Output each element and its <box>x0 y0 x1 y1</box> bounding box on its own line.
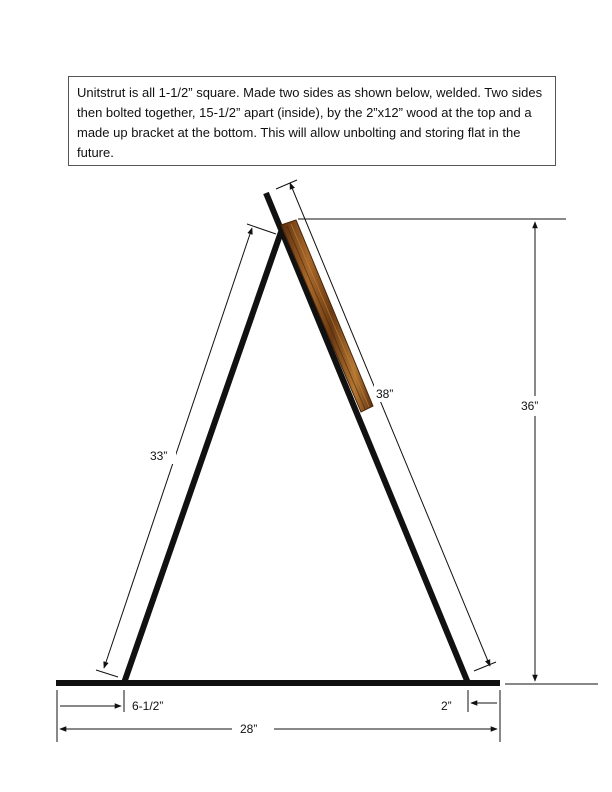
height-label: 36” <box>521 399 539 413</box>
right-leg-strut <box>266 193 468 683</box>
description-note: Unitstrut is all 1-1/2” square. Made two sides as shown below, welded. Two sides then bolted together, 15-1/2” apart (inside), by the 2”x12” wood at the top and a made up bracket at the bottom. This will allow unbolting and storing flat in the future. <box>68 76 556 166</box>
right-leg-dimension-line <box>290 183 490 666</box>
extension-line <box>474 662 496 671</box>
right-leg-label: 38” <box>376 387 394 401</box>
left-leg-strut <box>124 232 281 683</box>
base-total-label: 28” <box>240 722 258 736</box>
extension-line <box>96 670 118 677</box>
right-offset-label: 2” <box>441 699 452 713</box>
wood-grain <box>291 224 369 407</box>
extension-line <box>276 180 297 189</box>
left-leg-dimension-line <box>104 228 252 668</box>
wood-grain <box>287 226 365 409</box>
left-offset-label: 6-1/2” <box>132 699 164 713</box>
left-leg-label: 33” <box>150 449 168 463</box>
